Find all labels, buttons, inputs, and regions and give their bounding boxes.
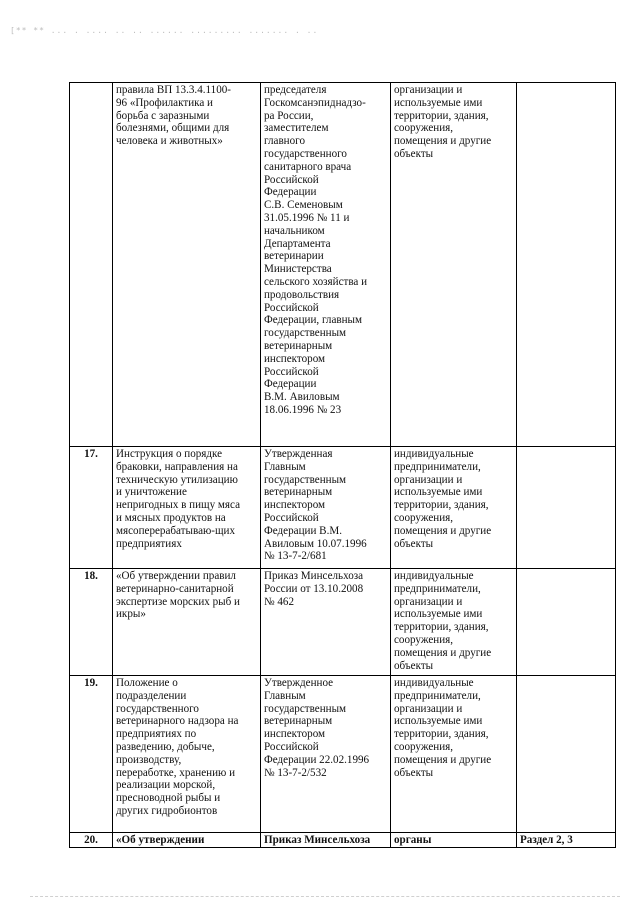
document-title: Положение о подразделении государственного ветеринарного надзора на предприятиях по разведению, добыче, производству, переработке, хранению и реализации морской, пресноводной рыбы и других гидробионтов bbox=[116, 677, 239, 817]
inspection-subjects: органы bbox=[391, 833, 517, 848]
approval-details: Утвержденная Главным государственным ветеринарным инспектором Российской Федерации В.М. Авиловым 10.07.1996 № 13-7-2/681 bbox=[264, 448, 367, 563]
table-row bbox=[70, 676, 616, 833]
subjects-cell bbox=[391, 83, 517, 447]
approval-details: Приказ Минсельхоза bbox=[261, 833, 391, 848]
document-title: правила ВП 13.3.4.1100- 96 «Профилактика и борьба с заразными болезнями, общими для человека и животных» bbox=[116, 84, 231, 148]
row-number bbox=[70, 83, 113, 447]
approval-details: председателя Госкомсанэпиднадзо- ра России, заместителем главного государственного санитарного врача Российской Федерации С.В. Семеновым 31.05.1996 № 11 и начальником Департамента ветеринарии Министерства сельского хозяйства и продовольствия Российской Федерации, главным государственным ветеринарным инспектором Российской Федерации В.М. Авиловым 18.06.1996 № 23 bbox=[264, 84, 368, 416]
section-cell bbox=[517, 676, 616, 833]
section-cell bbox=[517, 447, 616, 569]
row-number: 17. bbox=[70, 447, 113, 569]
approval-cell bbox=[261, 83, 391, 447]
document-title: «Об утверждении bbox=[113, 833, 261, 848]
inspection-subjects: индивидуальные предприниматели, организации и используемые ими территории, здания, сооружения, помещения и другие объекты bbox=[394, 570, 492, 672]
row-number: 20. bbox=[70, 833, 113, 848]
approval-details: Утвержденное Главным государственным ветеринарным инспектором Российской Федерации 22.02.1996 № 13-7-2/532 bbox=[264, 677, 370, 779]
table-row bbox=[70, 569, 616, 676]
inspection-subjects: индивидуальные предприниматели, организации и используемые ими территории, здания, сооружения, помещения и другие объекты bbox=[394, 677, 492, 779]
scan-footer-noise bbox=[30, 896, 620, 903]
document-title-cell bbox=[113, 676, 261, 833]
approval-cell bbox=[261, 569, 391, 676]
document-title-cell bbox=[113, 569, 261, 676]
section-cell bbox=[517, 83, 616, 447]
document-title: «Об утверждении правил ветеринарно-санитарной экспертизе морских рыб и икры» bbox=[116, 570, 240, 621]
scan-header-noise: [** ** ... . .... .. .. ...... ......... ....... . .. bbox=[10, 26, 319, 35]
inspection-subjects: организации и используемые ими территории, здания, сооружения, помещения и другие объекты bbox=[394, 84, 492, 160]
subjects-cell bbox=[391, 676, 517, 833]
subjects-cell bbox=[391, 569, 517, 676]
section-reference: Раздел 2, 3 bbox=[517, 833, 616, 848]
row-number: 18. bbox=[70, 569, 113, 676]
row-number: 19. bbox=[70, 676, 113, 833]
document-title-cell bbox=[113, 447, 261, 569]
document-title-cell bbox=[113, 83, 261, 447]
approval-cell bbox=[261, 447, 391, 569]
table-row bbox=[70, 447, 616, 569]
regulations-table bbox=[69, 82, 616, 848]
table-row bbox=[70, 833, 616, 848]
subjects-cell bbox=[391, 447, 517, 569]
approval-cell bbox=[261, 676, 391, 833]
document-title: Инструкция о порядке браковки, направления на техническую утилизацию и уничтожение непригодных в пищу мяса и мясных продуктов на мясоперерабатываю-щих предприятиях bbox=[116, 448, 240, 550]
section-cell bbox=[517, 569, 616, 676]
approval-details: Приказ Минсельхоза России от 13.10.2008 № 462 bbox=[264, 570, 364, 608]
table-row bbox=[70, 83, 616, 447]
inspection-subjects: индивидуальные предприниматели, организации и используемые ими территории, здания, сооружения, помещения и другие объекты bbox=[394, 448, 492, 550]
